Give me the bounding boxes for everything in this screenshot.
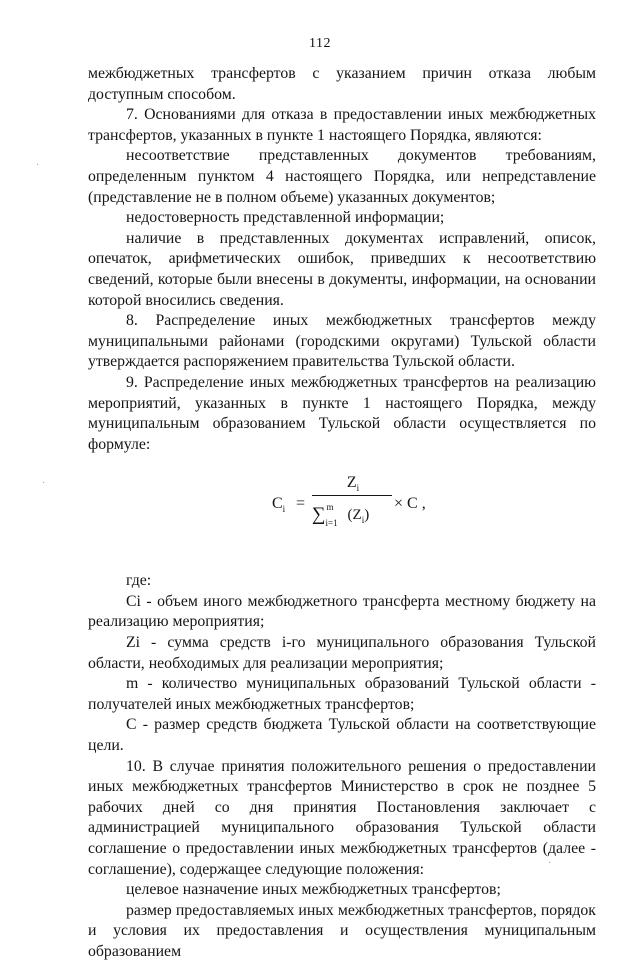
- paragraph: 7. Основаниями для отказа в предоставлении иных межбюджетных трансфертов, указанных в пункте 1 настоящего Порядка, являются:: [88, 106, 596, 144]
- paragraph: целевое назначение иных межбюджетных трансфертов;: [126, 881, 501, 899]
- paragraph: наличие в представленных документах исправлений, описок, опечаток, арифметических ошибок, приведших к несоответствию сведений, которые были внесены в документы, информации, на основании которой вносились сведения.: [88, 229, 596, 309]
- formula-lhs: $C_i$: [272, 495, 286, 515]
- paragraphs-after-formula: [88, 571, 596, 962]
- paragraph: 9. Распределение иных межбюджетных трансфертов на реализацию мероприятий, указанных в пункте 1 настоящего Порядка, между муниципальным образованием Тульской области осуществляется по формуле:: [88, 373, 596, 453]
- scan-dot: ·: [42, 478, 46, 489]
- distribution-formula: [88, 455, 596, 571]
- paragraph: несоответствие представленных документов требованиям, определенным пунктом 4 настоящего Порядка, или непредставление (представление не в полном объеме) указанных документов;: [88, 147, 596, 206]
- document-body: [88, 64, 596, 963]
- formula-equals: =: [296, 495, 306, 513]
- sum-lower-limit: i=1: [325, 518, 338, 529]
- paragraph: где:: [126, 572, 152, 590]
- paragraph: m - количество муниципальных образований Тульской области - получателей иных межбюджетных трансфертов;: [88, 675, 596, 713]
- page-number: 112: [309, 36, 331, 51]
- scan-dot: ·: [36, 160, 40, 171]
- paragraph: 10. В случае принятия положительного решения о предоставлении иных межбюджетных трансфертов Министерство в срок не позднее 5 рабочих дней со дня принятия Постановления заключает с администрацией муниципального образования Тульской области соглашение о предоставлении иных межбюджетных трансфертов (далее - соглашение), содержащее следующие положения:: [88, 757, 596, 878]
- scan-dot: ·: [548, 858, 552, 869]
- sum-upper-limit: m: [326, 502, 334, 513]
- formula-tail: × C ,: [394, 495, 426, 513]
- paragraph: межбюджетных трансфертов с указанием причин отказа любым доступным способом.: [88, 65, 596, 103]
- paragraphs-before-formula: [88, 64, 596, 455]
- fraction-bar: [312, 495, 392, 496]
- sum-symbol: ∑: [312, 504, 326, 526]
- paragraph: недостоверность представленной информации;: [126, 209, 445, 227]
- paragraph: Zi - сумма средств i-го муниципального образования Тульской области, необходимых для реализации мероприятия;: [88, 634, 596, 672]
- paragraph: С - размер средств бюджета Тульской области на соответствующие цели.: [88, 716, 596, 755]
- paragraph: Ci - объем иного межбюджетного трансферта местному бюджету на реализацию мероприятия;: [88, 592, 596, 631]
- paragraph: размер предоставляемых иных межбюджетных трансфертов, порядок и условия их предоставления и осуществления муниципальным образованием: [88, 901, 596, 960]
- formula-denominator: ∑ m i=1 $(Z_i)$: [312, 499, 369, 531]
- paragraph: 8. Распределение иных межбюджетных трансфертов между муниципальными районами (городскими округами) Тульской области утверждается распоряжением правительства Тульской области.: [88, 312, 596, 371]
- formula-numerator: $Z_i$: [346, 474, 360, 494]
